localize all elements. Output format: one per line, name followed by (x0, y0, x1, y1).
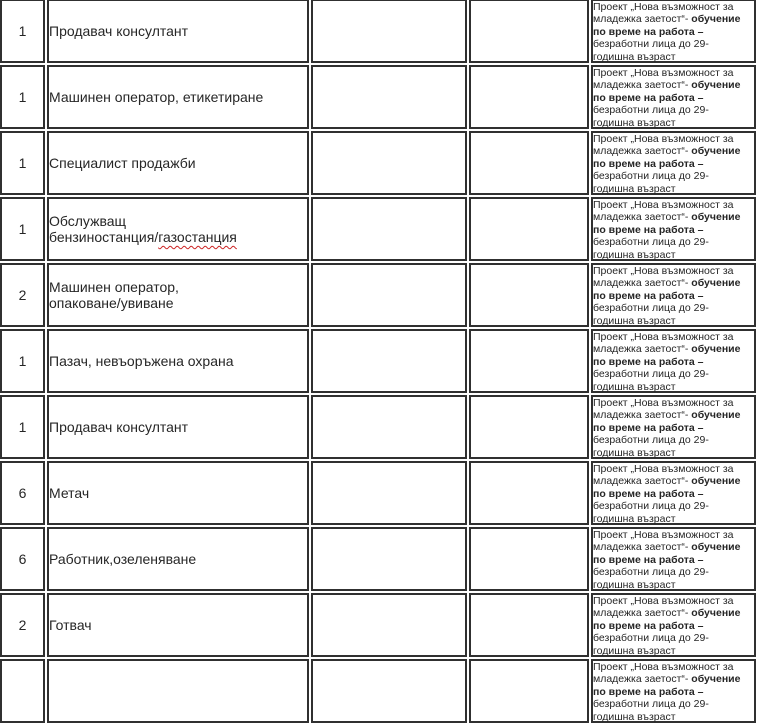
project-cell (591, 131, 756, 195)
count-cell: 6 (0, 527, 45, 591)
project-note: Проект „Нова възможност за младежка заетост“- обучение по време на работа – безработни лица до 29- годишна възраст (593, 199, 741, 261)
project-cell (591, 527, 756, 591)
count-cell: 1 (0, 197, 45, 261)
job-title: Продавач консултант (49, 23, 189, 39)
count-cell: 1 (0, 329, 45, 393)
project-note: Проект „Нова възможност за младежка заетост“- обучение по време на работа – безработни лица до 29- годишна възраст (593, 67, 741, 129)
project-note: Проект „Нова възможност за младежка заетост“- обучение по време на работа – безработни лица до 29- годишна възраст (593, 397, 741, 459)
table-row (0, 659, 756, 723)
job-title: Пазач, невъоръжена охрана (49, 353, 234, 369)
table-row (0, 65, 756, 129)
job-title-cell (47, 329, 309, 393)
empty-cell (469, 461, 589, 525)
empty-cell (311, 0, 467, 63)
empty-cell (311, 65, 467, 129)
empty-cell (311, 131, 467, 195)
job-title-cell (47, 659, 309, 723)
project-cell (591, 329, 756, 393)
job-title-cell (47, 593, 309, 657)
count-cell: 1 (0, 65, 45, 129)
project-cell (591, 461, 756, 525)
job-title-cell (47, 461, 309, 525)
table-row (0, 131, 756, 195)
empty-cell (469, 263, 589, 327)
table-row (0, 197, 756, 261)
job-title: Метач (49, 485, 90, 501)
empty-cell (311, 527, 467, 591)
empty-cell (311, 263, 467, 327)
table-row (0, 395, 756, 459)
table-row (0, 0, 756, 63)
project-cell (591, 197, 756, 261)
project-cell (591, 659, 756, 723)
job-title: Готвач (49, 617, 92, 633)
job-title: Продавач консултант (49, 419, 189, 435)
project-cell (591, 263, 756, 327)
job-title-cell (47, 263, 309, 327)
project-note: Проект „Нова възможност за младежка заетост“- обучение по време на работа – безработни лица до 29- годишна възраст (593, 1, 741, 63)
project-cell (591, 395, 756, 459)
project-cell (591, 65, 756, 129)
project-note: Проект „Нова възможност за младежка заетост“- обучение по време на работа – безработни лица до 29- годишна възраст (593, 331, 741, 393)
empty-cell (469, 65, 589, 129)
empty-cell (469, 593, 589, 657)
empty-cell (469, 197, 589, 261)
count-cell: 2 (0, 263, 45, 327)
table-row (0, 593, 756, 657)
job-title: Специалист продажби (49, 155, 196, 171)
count-cell: 1 (0, 131, 45, 195)
project-cell (591, 593, 756, 657)
empty-cell (469, 659, 589, 723)
job-title: Машинен оператор, опаковане/увиване (49, 279, 179, 311)
empty-cell (311, 593, 467, 657)
empty-cell (311, 659, 467, 723)
count-cell: 2 (0, 593, 45, 657)
misspelled-word: газостанция (158, 229, 237, 245)
empty-cell (469, 329, 589, 393)
empty-cell (469, 131, 589, 195)
table-row (0, 527, 756, 591)
job-title-cell (47, 65, 309, 129)
empty-cell (469, 0, 589, 63)
job-title-cell (47, 131, 309, 195)
empty-cell (469, 395, 589, 459)
count-cell: 6 (0, 461, 45, 525)
project-note: Проект „Нова възможност за младежка заетост“- обучение по време на работа – безработни лица до 29- годишна възраст (593, 661, 741, 723)
project-note: Проект „Нова възможност за младежка заетост“- обучение по време на работа – безработни лица до 29- годишна възраст (593, 595, 741, 657)
count-cell: 1 (0, 0, 45, 63)
count-cell (0, 659, 45, 723)
job-title: Машинен оператор, етикетиране (49, 89, 264, 105)
project-note: Проект „Нова възможност за младежка заетост“- обучение по време на работа – безработни лица до 29- годишна възраст (593, 463, 741, 525)
job-title: Обслужващ бензиностанция/газостанция (49, 213, 237, 245)
job-title-cell (47, 197, 309, 261)
empty-cell (311, 197, 467, 261)
count-cell: 1 (0, 395, 45, 459)
job-title-cell (47, 527, 309, 591)
project-cell (591, 0, 756, 63)
table-row (0, 263, 756, 327)
empty-cell (311, 395, 467, 459)
empty-cell (311, 461, 467, 525)
job-title: Работник,озеленяване (49, 551, 197, 567)
job-title-cell (47, 0, 309, 63)
project-note: Проект „Нова възможност за младежка заетост“- обучение по време на работа – безработни лица до 29- годишна възраст (593, 529, 741, 591)
project-note: Проект „Нова възможност за младежка заетост“- обучение по време на работа – безработни лица до 29- годишна възраст (593, 133, 741, 195)
empty-cell (469, 527, 589, 591)
job-title-cell (47, 395, 309, 459)
table-row (0, 329, 756, 393)
empty-cell (311, 329, 467, 393)
project-note: Проект „Нова възможност за младежка заетост“- обучение по време на работа – безработни лица до 29- годишна възраст (593, 265, 741, 327)
table-row (0, 461, 756, 525)
